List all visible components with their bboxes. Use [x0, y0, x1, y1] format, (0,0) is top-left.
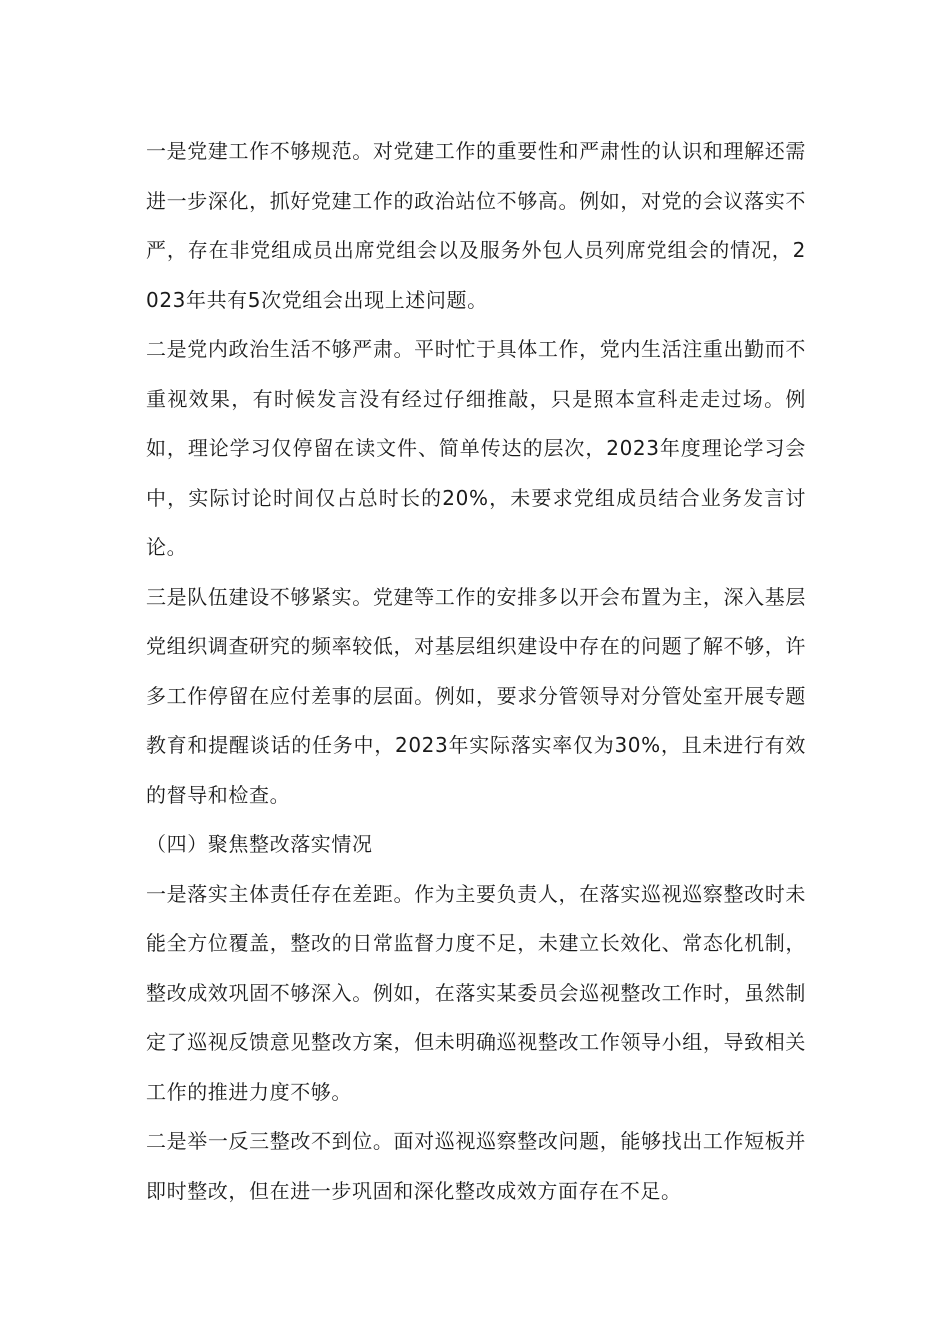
- paragraph-rectification-incomplete: 二是举一反三整改不到位。面对巡视巡察整改问题，能够找出工作短板并即时整改，但在进一步巩固和深化整改成效方面存在不足。: [146, 1129, 806, 1203]
- document-body: [146, 127, 806, 1216]
- paragraph-political-life: 二是党内政治生活不够严肃。平时忙于具体工作，党内生活注重出勤而不重视效果，有时候发言没有经过仔细推敲，只是照本宣科走走过场。例如，理论学习仅停留在读文件、简单传达的层次，2023年度理论学习会中，实际讨论时间仅占总时长的20%，未要求党组成员结合业务发言讨论。: [146, 337, 806, 559]
- paragraph-party-building-norms: 一是党建工作不够规范。对党建工作的重要性和严肃性的认识和理解还需进一步深化，抓好党建工作的政治站位不够高。例如，对党的会议落实不严，存在非党组成员出席党组会以及服务外包人员列席党组会的情况，2023年共有5次党组会出现上述问题。: [146, 139, 806, 312]
- paragraph-main-responsibility: 一是落实主体责任存在差距。作为主要负责人，在落实巡视巡察整改时未能全方位覆盖，整改的日常监督力度不足，未建立长效化、常态化机制，整改成效巩固不够深入。例如，在落实某委员会巡视整改工作时，虽然制定了巡视反馈意见整改方案，但未明确巡视整改工作领导小组，导致相关工作的推进力度不够。: [146, 881, 806, 1104]
- section-heading-rectification: （四）聚焦整改落实情况: [146, 832, 373, 856]
- paragraph-team-building: 三是队伍建设不够紧实。党建等工作的安排多以开会布置为主，深入基层党组织调查研究的频率较低，对基层组织建设中存在的问题了解不够，许多工作停留在应付差事的层面。例如，要求分管领导对分管处室开展专题教育和提醒谈话的任务中，2023年实际落实率仅为30%，且未进行有效的督导和检查。: [146, 584, 806, 807]
